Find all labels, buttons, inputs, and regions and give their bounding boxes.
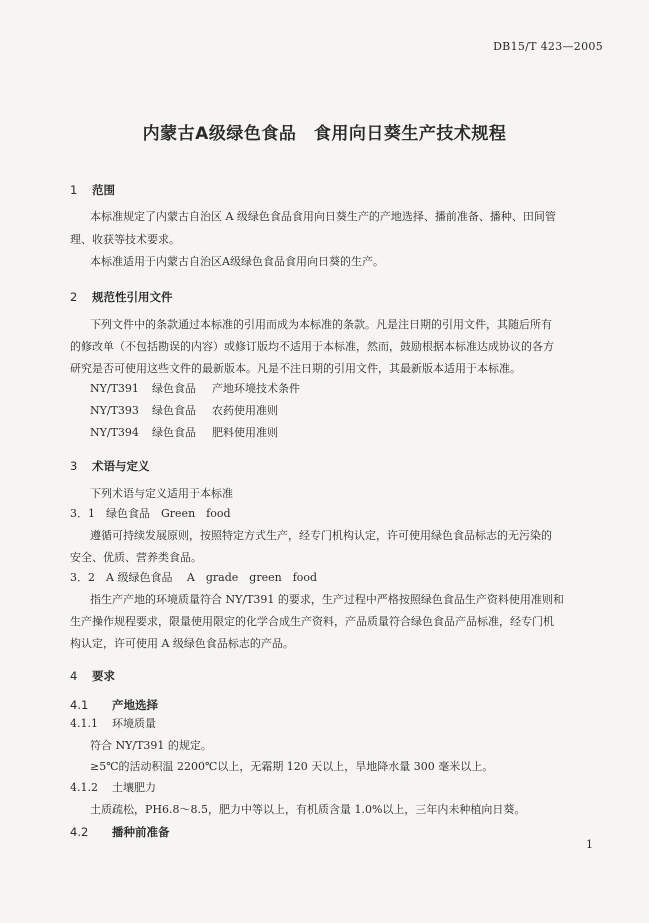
section-number: 4.1 [70,698,89,712]
reference-code: NY/T391 [90,382,139,395]
reference-title: 产地环境技术条件 [212,382,300,395]
section-number: 4.2 [70,825,89,839]
section-4-1-1-heading [70,716,156,732]
term-number: 3．2 [70,571,95,584]
s1-para1-line2: 理、收获等技术要求。 [70,233,180,246]
s4-1-2-line1: 土质疏松，PH6.8～8.5，肥力中等以上，有机质含量 1.0%以上，三年内未种植向日葵。 [90,803,526,816]
section-number: 3 [70,459,78,473]
section-title: 土壤肥力 [112,781,156,794]
section-number: 4.1.2 [70,781,98,794]
s1-para2: 本标准适用于内蒙古自治区A级绿色食品食用向日葵的生产。 [90,255,384,268]
s3-intro: 下列术语与定义适用于本标准 [90,487,233,500]
term-3-2-line3: 构认定，许可使用 A 级绿色食品标志的产品。 [70,637,294,650]
s2-para-line3: 研究是否可使用这些文件的最新版本。凡是不注日期的引用文件，其最新版本适用于本标准。 [70,362,521,375]
term-name: A 级绿色食品 A grade green food [106,571,318,584]
section-title: 规范性引用文件 [92,290,173,304]
section-1-heading [70,182,115,198]
term-3-1-line1: 遵循可持续发展原则，按照特定方式生产，经专门机构认定，许可使用绿色食品标志的无污染的 [90,529,552,542]
term-3-1-heading [70,506,231,522]
section-title: 播种前准备 [112,825,170,839]
section-4-heading [70,668,115,684]
section-number: 1 [70,183,78,197]
section-4-1-2-heading [70,780,156,796]
reference-title: 肥料使用准则 [212,426,278,439]
term-3-2-line2: 生产操作规程要求，限量使用限定的化学合成生产资料，产品质量符合绿色食品产品标准，经专门机 [70,615,554,628]
section-title: 术语与定义 [92,459,150,473]
section-number: 2 [70,290,78,304]
term-3-2-line1: 指生产产地的环境质量符合 NY/T391 的要求，生产过程中严格按照绿色食品生产资料使用准则和 [90,593,564,606]
section-number: 4 [70,669,78,683]
section-title: 要求 [92,669,115,683]
section-title: 范围 [92,183,115,197]
reference-code: NY/T393 [90,404,139,417]
term-3-2-heading [70,570,317,586]
reference-row [90,425,278,441]
reference-category: 绿色食品 [152,404,196,417]
standard-code: DB15/T 423—2005 [493,40,603,53]
term-number: 3．1 [70,507,95,520]
s2-para-line1: 下列文件中的条款通过本标准的引用而成为本标准的条款。凡是注日期的引用文件，其随后所有 [90,318,552,331]
reference-title: 农药使用准则 [212,404,278,417]
s2-para-line2: 的修改单（不包括勘误的内容）或修订版均不适用于本标准，然而，鼓励根据本标准达成协议的各方 [70,340,554,353]
section-4-2-heading [70,824,170,840]
section-title: 产地选择 [112,698,158,712]
s4-1-1-line1: 符合 NY/T391 的规定。 [90,739,212,752]
reference-category: 绿色食品 [152,426,196,439]
term-3-1-line2: 安全、优质、营养类食品。 [70,551,202,564]
s4-1-1-line2: ≥5℃的活动积温 2200℃以上，无霜期 120 天以上，旱地降水量 300 毫米以上。 [90,760,494,773]
reference-row [90,381,300,397]
page-title: 内蒙古A级绿色食品 食用向日葵生产技术规程 [142,124,507,144]
section-4-1-heading [70,697,158,713]
section-3-heading [70,458,150,474]
section-title: 环境质量 [112,717,156,730]
reference-code: NY/T394 [90,426,139,439]
section-2-heading [70,289,173,305]
reference-category: 绿色食品 [152,382,196,395]
term-name: 绿色食品 Green food [106,507,231,520]
s1-para1-line1: 本标准规定了内蒙古自治区 A 级绿色食品食用向日葵生产的产地选择、播前准备、播种、田间管 [90,210,556,223]
reference-row [90,403,278,419]
page-number: 1 [586,838,593,851]
section-number: 4.1.1 [70,717,98,730]
